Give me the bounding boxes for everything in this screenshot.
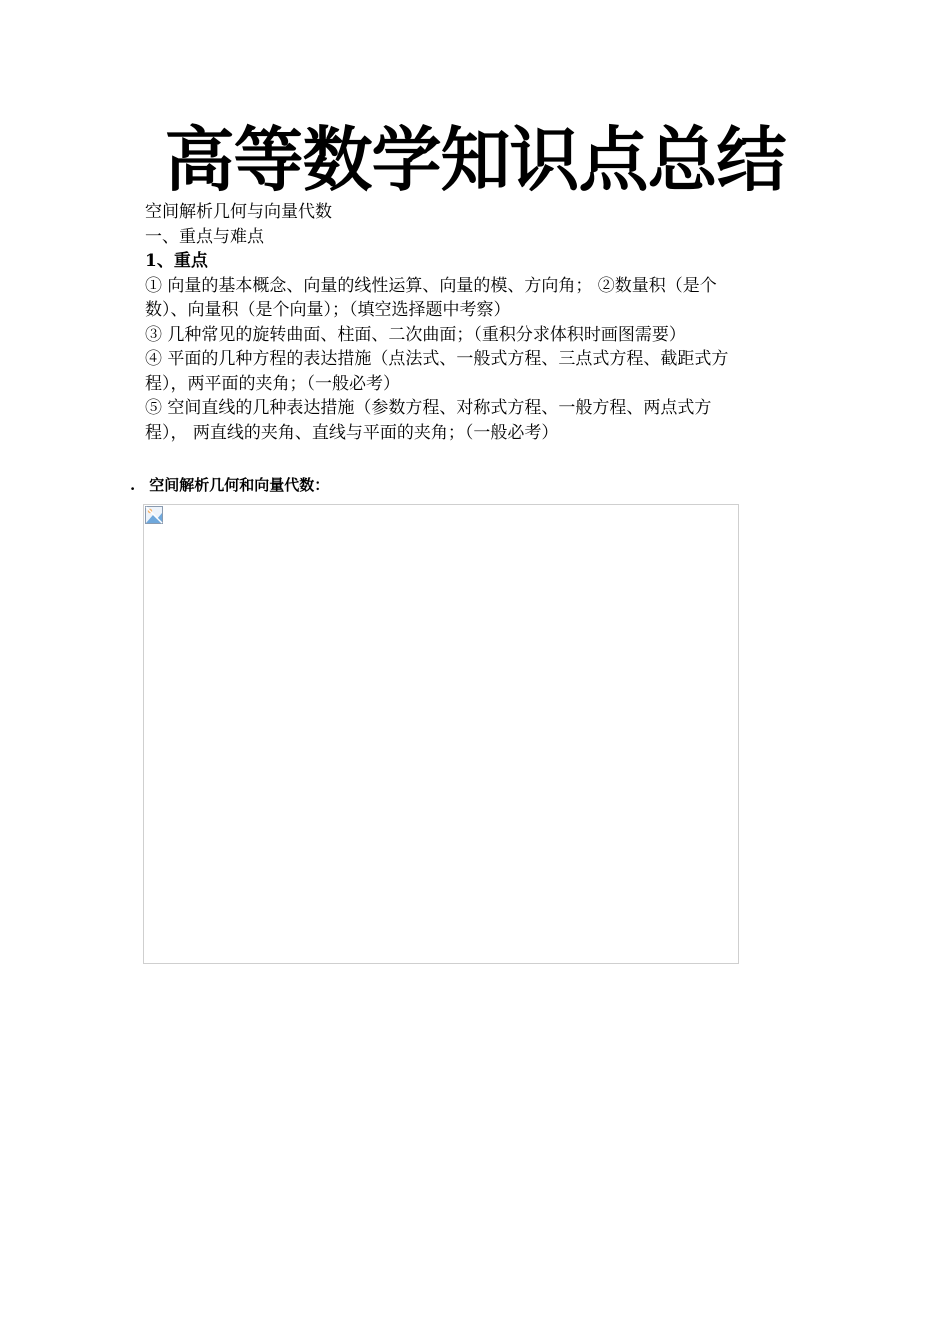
list-item-4-line-1: ④ 平面的几种方程的表达措施（点法式、一般式方程、三点式方程、截距式方	[145, 349, 729, 369]
document-body	[145, 200, 813, 445]
heading-key-points: 1、重点	[145, 251, 208, 271]
list-item-1-line-2: 数）、向量积（是个向量）；（填空选择题中考察）	[145, 300, 511, 320]
figure-caption-row	[130, 474, 329, 496]
list-item-3: ③ 几种常见的旋转曲面、柱面、二次曲面；（重积分求体积时画图需要）	[145, 324, 686, 345]
heading-key-points-and-difficulties: 一、重点与难点	[145, 226, 264, 247]
page-title: 高等数学知识点总结	[164, 119, 786, 201]
list-item-5-line-2: 程）， 两直线的夹角、直线与平面的夹角；（一般必考）	[145, 422, 559, 443]
broken-image-icon	[145, 506, 163, 524]
list-item-4-line-2: 程），两平面的夹角；（一般必考）	[145, 373, 400, 394]
list-item-5-line-1: ⑤ 空间直线的几种表达措施（参数方程、对称式方程、一般方程、两点式方	[145, 398, 712, 418]
figure-image-placeholder	[143, 504, 739, 964]
figure-caption: 空间解析几何和向量代数：	[149, 476, 330, 494]
list-item-1-line-1: ① 向量的基本概念、向量的线性运算、向量的模、方向角； ②数量积（是个	[145, 275, 717, 296]
section-title: 空间解析几何与向量代数	[145, 202, 332, 222]
bullet-dot: .	[130, 476, 136, 494]
